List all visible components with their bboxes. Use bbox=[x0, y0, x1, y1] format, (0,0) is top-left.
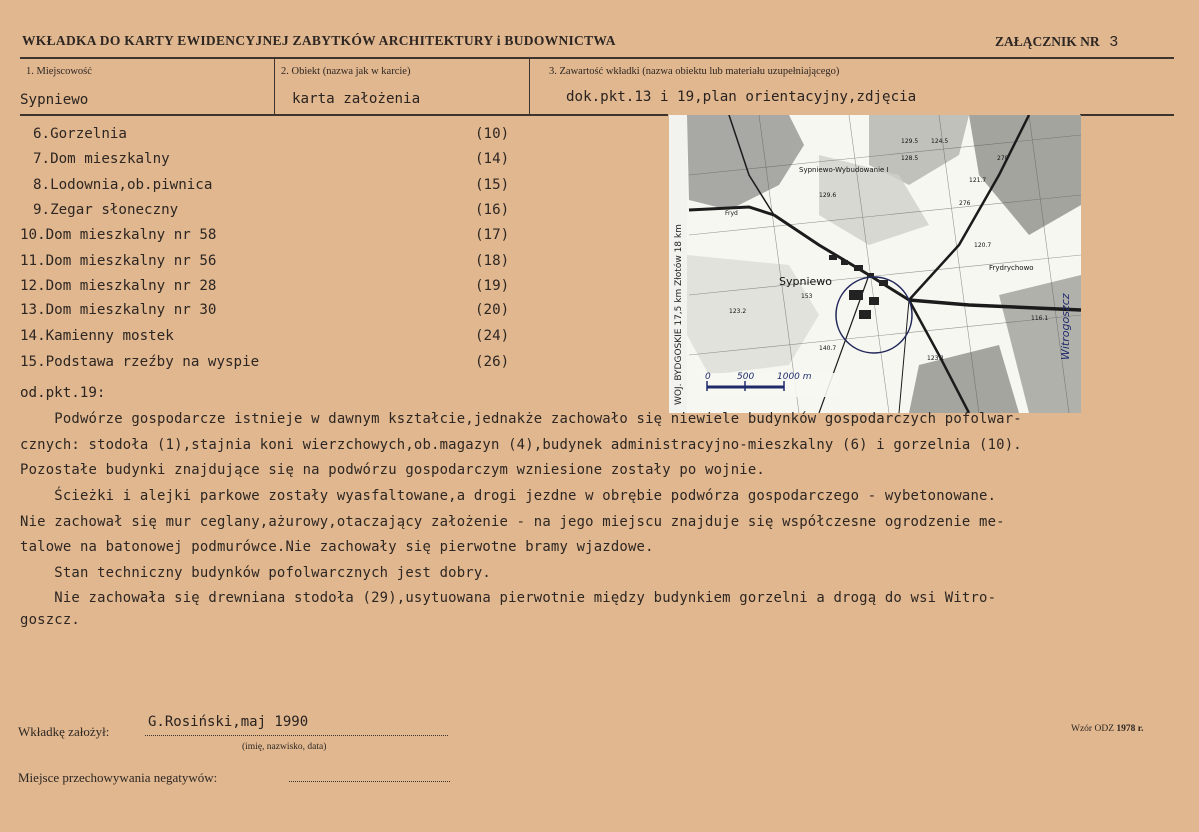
body-line: Ścieżki i alejki parkowe zostały wyasfaltowane,a drogi jezdne w obrębie podwórza gospodarczego - wybetonowane. bbox=[20, 488, 997, 504]
body-line: cznych: stodoła (1),stajnia koni wierzchowych,ob.magazyn (4),budynek administracyjno-mieszkalny (6) i gorzelnia (10). bbox=[20, 437, 1022, 453]
list-item-ref: (26) bbox=[475, 354, 510, 370]
map-label-village-height: 153 bbox=[801, 293, 813, 300]
contents-value: dok.pkt.13 i 19,plan orientacyjny,zdjęcia bbox=[566, 89, 917, 105]
map-height: 116.1 bbox=[1031, 315, 1049, 322]
body-line: Nie zachowała się drewniana stodoła (29),usytuowana pierwotnie między budynkiem gorzelni a drogą do wsi Witro- bbox=[20, 590, 997, 606]
bottom-rule bbox=[20, 114, 668, 116]
map-label-witrogoszcz: Witrogoszcz bbox=[1059, 293, 1072, 360]
column-divider-1 bbox=[274, 59, 275, 114]
list-item: 14.Kamienny mostek bbox=[20, 328, 174, 344]
map-label-fryd: Fryd bbox=[725, 210, 738, 217]
top-rule bbox=[20, 57, 1174, 59]
map-height: 123.1 bbox=[927, 355, 945, 362]
map-scale-500: 500 bbox=[737, 372, 755, 382]
list-item: 11.Dom mieszkalny nr 56 bbox=[20, 253, 217, 269]
column-divider-2 bbox=[529, 59, 530, 114]
map-height: 129.5 bbox=[901, 138, 919, 145]
map-scale-0: 0 bbox=[705, 372, 711, 382]
attachment-label: ZAŁĄCZNIK NR bbox=[995, 34, 1100, 49]
list-item-ref: (20) bbox=[475, 302, 510, 318]
founder-line bbox=[145, 735, 448, 736]
map-scale-bar bbox=[699, 372, 839, 397]
body-line: Podwórze gospodarcze istnieje w dawnym kształcie,jednakże zachowało się niewiele budynków gospodarczych pofolwar- bbox=[20, 411, 1022, 427]
map-height: 140.7 bbox=[819, 345, 837, 352]
list-item: 10.Dom mieszkalny nr 58 bbox=[20, 227, 217, 243]
form-code bbox=[1071, 724, 1143, 734]
attachment-heading bbox=[995, 33, 1118, 50]
col2-label: 2. Obiekt (nazwa jak w karcie) bbox=[281, 66, 411, 77]
locality-value: Sypniewo bbox=[20, 92, 89, 108]
map-height: 276 bbox=[959, 200, 971, 207]
body-line: Stan techniczny budynków pofolwarcznych jest dobry. bbox=[20, 565, 491, 581]
map-label-frydrychowo: Frydrychowo bbox=[989, 264, 1034, 272]
form-title: WKŁADKA DO KARTY EWIDENCYJNEJ ZABYTKÓW ARCHITEKTURY i BUDOWNICTWA bbox=[22, 33, 616, 48]
col1-label: 1. Miejscowość bbox=[26, 66, 92, 77]
list-item-ref: (24) bbox=[475, 328, 510, 344]
body-line: talowe na batonowej podmurówce.Nie zachowały się pierwotne bramy wjazdowe. bbox=[20, 539, 654, 555]
attachment-number: 3 bbox=[1109, 33, 1118, 50]
col3-label: 3. Zawartość wkładki (nazwa obiektu lub materiału uzupełniającego) bbox=[549, 66, 840, 77]
list-item: 6.Gorzelnia bbox=[33, 126, 127, 142]
body-line: Pozostałe budynki znajdujące się na podwórzu gospodarczym wzniesione zostały po wojnie. bbox=[20, 462, 765, 478]
orientation-map bbox=[669, 115, 1081, 413]
map-height: 121.7 bbox=[969, 177, 987, 184]
map-height: 124.5 bbox=[931, 138, 949, 145]
founder-value: G.Rosiński,maj 1990 bbox=[148, 714, 309, 730]
map-height: 128.5 bbox=[901, 155, 919, 162]
body-line: goszcz. bbox=[20, 612, 80, 628]
list-item-ref: (14) bbox=[475, 151, 510, 167]
list-item-ref: (18) bbox=[475, 253, 510, 269]
list-item-ref: (17) bbox=[475, 227, 510, 243]
section-label: od.pkt.19: bbox=[20, 385, 106, 401]
list-item: 8.Lodownia,ob.piwnica bbox=[33, 177, 213, 193]
list-item-ref: (16) bbox=[475, 202, 510, 218]
map-height: 123.2 bbox=[729, 308, 747, 315]
negatives-line bbox=[289, 781, 450, 782]
map-label-wybudowanie: Sypniewo-Wybudowanie I bbox=[799, 166, 889, 174]
bottom-rule-right bbox=[1080, 114, 1174, 116]
map-height: 270 bbox=[997, 155, 1009, 162]
list-item: 13.Dom mieszkalny nr 30 bbox=[20, 302, 217, 318]
object-value: karta założenia bbox=[292, 91, 421, 107]
map-height: 120.7 bbox=[974, 242, 992, 249]
founder-label: Wkładkę założył: bbox=[18, 724, 110, 739]
list-item-ref: (15) bbox=[475, 177, 510, 193]
list-item: 12.Dom mieszkalny nr 28 bbox=[20, 278, 217, 294]
founder-caption: (imię, nazwisko, data) bbox=[242, 742, 327, 752]
form-code-prefix: Wzór ODZ bbox=[1071, 724, 1117, 734]
map-height: 129.6 bbox=[819, 192, 837, 199]
map-scale-1000: 1000 m bbox=[777, 372, 812, 382]
list-item: 7.Dom mieszkalny bbox=[33, 151, 170, 167]
list-item-ref: (19) bbox=[475, 278, 510, 294]
map-side-text: WOJ. BYDGOSKIE 17,5 km Złotów 18 km bbox=[674, 224, 684, 405]
negatives-label: Miejsce przechowywania negatywów: bbox=[18, 770, 218, 785]
body-line: Nie zachował się mur ceglany,ażurowy,otaczający założenie - na jego miejscu znajduje się współczesne ogrodzenie me- bbox=[20, 514, 1005, 530]
list-item-ref: (10) bbox=[475, 126, 510, 142]
list-item: 9.Zegar słoneczny bbox=[33, 202, 179, 218]
map-drawing bbox=[669, 115, 1081, 413]
map-label-village: Sypniewo bbox=[779, 275, 832, 288]
list-item: 15.Podstawa rzeźby na wyspie bbox=[20, 354, 260, 370]
form-code-year: 1978 r. bbox=[1116, 724, 1144, 734]
